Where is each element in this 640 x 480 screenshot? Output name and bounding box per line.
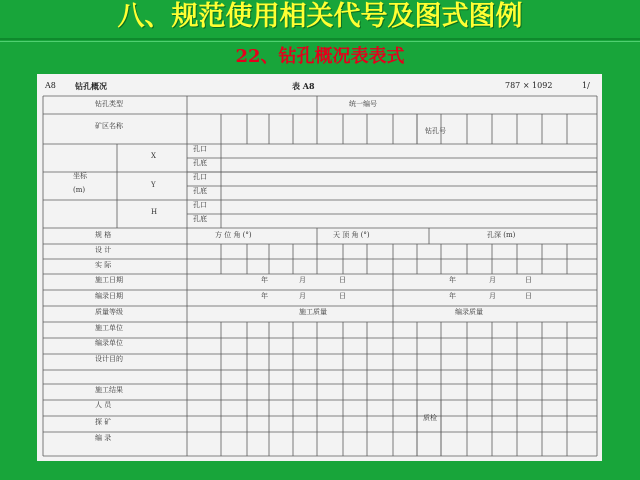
label-x: X — [151, 152, 156, 160]
label-construction-date: 施工日期 — [95, 276, 123, 284]
label-actual: 实 际 — [95, 261, 112, 269]
label-azimuth: 方 位 角 (°) — [215, 231, 252, 239]
label-h-bottom: 孔底 — [193, 215, 207, 223]
label-x-bottom: 孔底 — [193, 159, 207, 167]
label-hole-type: 钻孔类型 — [95, 100, 123, 108]
label-zenith: 天 顶 角 (°) — [333, 231, 370, 239]
label-logging: 编 录 — [95, 434, 112, 442]
label-logging-date: 编录日期 — [95, 292, 123, 300]
label-logging-unit: 编录单位 — [95, 339, 123, 347]
logging-year-2: 年 — [449, 292, 456, 300]
construction-year: 年 — [261, 276, 268, 284]
construction-day-2: 日 — [525, 276, 532, 284]
label-personnel: 人 员 — [95, 401, 112, 409]
label-logging-quality: 编录质量 — [455, 308, 483, 316]
form-scan — [37, 74, 602, 461]
label-y: Y — [151, 181, 156, 189]
label-coord: 坐标 — [73, 172, 87, 180]
label-h: H — [151, 208, 158, 216]
label-construction-unit: 施工单位 — [95, 324, 123, 332]
slide-subtitle: 22、钻孔概况表表式 — [235, 46, 405, 67]
label-design-purpose: 设计目的 — [95, 355, 123, 363]
logging-day: 日 — [339, 292, 346, 300]
label-mine-name: 矿区名称 — [95, 122, 123, 130]
label-hole-no: 钻孔号 — [425, 127, 446, 135]
logging-month-2: 月 — [489, 292, 496, 300]
label-depth: 孔深 (m) — [487, 231, 516, 239]
title-divider-highlight — [0, 41, 640, 42]
table-number: 表 A8 — [292, 81, 315, 91]
label-quality-grade: 质量等级 — [95, 308, 123, 316]
construction-month-2: 月 — [489, 276, 496, 284]
label-coord-unit: (m) — [73, 186, 86, 194]
paper-size: 787 × 1092 — [505, 81, 553, 90]
label-qc: 质检 — [423, 414, 437, 422]
label-construction-quality: 施工质量 — [299, 308, 327, 316]
title-divider — [0, 38, 640, 40]
construction-year-2: 年 — [449, 276, 456, 284]
construction-day: 日 — [339, 276, 346, 284]
label-construction-result: 施工结果 — [95, 386, 123, 394]
logging-year: 年 — [261, 292, 268, 300]
label-y-top: 孔口 — [193, 173, 207, 181]
label-y-bottom: 孔底 — [193, 187, 207, 195]
form-code: A8 — [45, 81, 56, 90]
label-design: 设 计 — [95, 246, 112, 254]
label-unified-no: 统一编号 — [349, 100, 377, 108]
slide-title: 八、规范使用相关代号及图式图例 — [117, 1, 523, 32]
label-x-top: 孔口 — [193, 145, 207, 153]
label-h-top: 孔口 — [193, 201, 207, 209]
page-number: 1/ — [582, 81, 590, 90]
form-table — [37, 74, 602, 461]
table-grid-lines — [43, 96, 597, 456]
construction-month: 月 — [299, 276, 306, 284]
logging-day-2: 日 — [525, 292, 532, 300]
label-spec: 规 格 — [95, 231, 112, 239]
logging-month: 月 — [299, 292, 306, 300]
label-prospecting: 探 矿 — [95, 418, 112, 426]
form-name: 钻孔概况 — [75, 81, 107, 91]
